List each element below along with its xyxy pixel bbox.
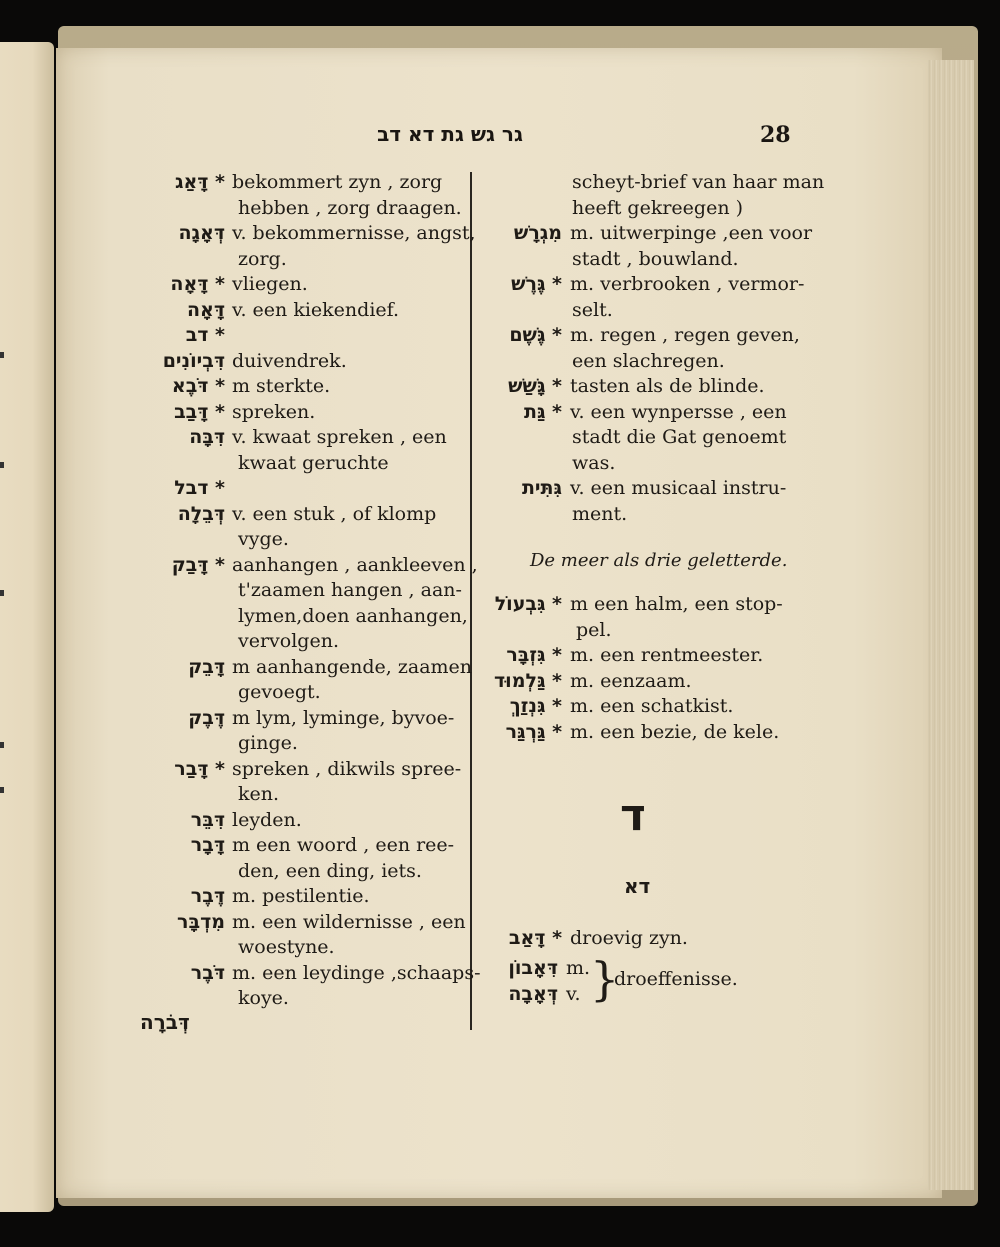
definition-continuation: kwaat geruchte	[238, 451, 389, 474]
catchword: דְּבֹרָה	[140, 1010, 190, 1034]
headword-hebrew: גִּתִּית	[521, 477, 562, 499]
headword-hebrew: מִדְבָּר	[177, 910, 225, 933]
definition-text: aanhangen , aankleeven ,	[232, 553, 478, 576]
definition-continuation: lymen,doen aanhangen,	[238, 604, 468, 627]
headword-hebrew: * גַּרְגַּר	[505, 720, 562, 743]
headword-hebrew: דֶּבֶק	[188, 706, 225, 729]
headword-hebrew: * דָּבַב	[174, 400, 225, 423]
page-number: 28	[760, 122, 791, 148]
definition-text: m. een schatkist.	[570, 695, 734, 717]
headword-hebrew: * גַּת	[523, 400, 562, 423]
brace-item-hebrew: דְּאָבָה	[508, 983, 558, 1005]
headword-hebrew: דָּאָה	[186, 298, 225, 321]
definition-text: m. pestilentie.	[232, 885, 370, 907]
definition-text: m. een wildernisse , een	[232, 910, 466, 933]
definition-continuation: ken.	[238, 783, 280, 805]
definition-continuation: een slachregen.	[572, 349, 725, 372]
headword-hebrew: * דָּאַב	[508, 927, 562, 949]
definition-text: m. verbrooken , vermor-	[570, 273, 805, 295]
headword-hebrew: דָּבָר	[190, 834, 225, 856]
definition-text: v. een stuk , of klomp	[232, 502, 437, 525]
headword-hebrew: * גֶּרֶשׁ	[511, 273, 562, 295]
definition-text: tasten als de blinde.	[570, 375, 765, 397]
headword-hebrew: * גֶּשֶׁם	[509, 324, 562, 346]
definition-text: m. regen , regen geven,	[570, 324, 800, 346]
headword-hebrew: דֹּבֶר	[190, 961, 225, 984]
definition-text: m. eenzaam.	[570, 669, 692, 692]
headword-hebrew: * גִּנְזַךְ	[509, 695, 562, 717]
curly-brace: }	[590, 952, 620, 1006]
definition-text: v. een kiekendief.	[232, 298, 400, 321]
definition-continuation: vyge.	[238, 528, 289, 550]
definition-continuation: vervolgen.	[238, 630, 339, 652]
definition-continuation: t'zaamen hangen , aan-	[238, 579, 462, 601]
definition-continuation: ginge.	[238, 732, 298, 754]
headword-hebrew: * דבל	[174, 477, 225, 499]
definition-text: droevig zyn.	[570, 927, 688, 949]
headword-hebrew: * דב	[185, 324, 225, 346]
definition-text: v. een wynpersse , een	[570, 400, 787, 423]
definition-continuation: hebben , zorg draagen.	[238, 196, 462, 219]
definition-continuation: stadt , bouwland.	[572, 247, 739, 270]
definition-text: m. een rentmeester.	[570, 644, 764, 666]
brace-item-hebrew: דִּאָבוֹן	[508, 957, 558, 979]
definition-text: bekommert zyn , zorg	[232, 171, 443, 193]
column-divider	[470, 172, 472, 1030]
headword-hebrew: דִּבֵּר	[190, 808, 225, 831]
definition-continuation: koye.	[238, 987, 289, 1009]
headword-hebrew: דִּבָּה	[189, 426, 225, 448]
definition-text: m een woord , een ree-	[232, 834, 455, 856]
definition-continuation: pel.	[576, 618, 612, 641]
headword-hebrew: * גָּשַׁשׁ	[508, 375, 562, 397]
definition-continuation: gevoegt.	[238, 681, 321, 703]
definition-text: v. kwaat spreken , een	[232, 426, 447, 448]
definition-text: spreken , dikwils spree-	[232, 757, 462, 780]
definition-continuation: den, een ding, iets.	[238, 859, 422, 882]
brace-item-2	[508, 982, 581, 1007]
definition-text: leyden.	[232, 808, 302, 831]
headword-hebrew: דְּאָגָה	[178, 222, 225, 244]
subsection-letter: דא	[624, 874, 651, 898]
definition-text: v. bekommernisse, angst,	[232, 222, 476, 244]
headword-hebrew: דֶּבֶר	[190, 885, 225, 907]
definition-text: m sterkte.	[232, 375, 331, 397]
definition-text: duivendrek.	[232, 349, 347, 372]
definition-text: m lym, lyminge, byvoe-	[232, 706, 455, 729]
definition-text: m. een leydinge ,schaaps-	[232, 961, 481, 984]
brace-item-gender: v.	[566, 983, 581, 1005]
headword-hebrew: * דָּבַק	[171, 553, 225, 576]
headword-hebrew: * דֹּבֶא	[171, 375, 225, 397]
headword-hebrew: מִגְרָשׁ	[513, 222, 562, 244]
headword-hebrew: * דָּאָה	[170, 273, 225, 295]
headword-hebrew: דְּבֵלָה	[177, 502, 225, 525]
definition-text: m. een bezie, de kele.	[570, 720, 780, 743]
left-page-edge	[0, 42, 54, 1212]
headword-hebrew: דָּבֵק	[188, 655, 225, 678]
headword-hebrew: * גִּבְעוֹל	[494, 593, 562, 615]
definition-continuation: heeft gekreegen )	[572, 196, 744, 219]
brace-meaning: droeffenisse.	[614, 968, 738, 990]
definition-text: m een halm, een stop-	[570, 593, 783, 615]
definition-continuation: stadt die Gat genoemt	[572, 426, 787, 448]
definition-continuation: was.	[572, 451, 616, 474]
section-heading: De meer als drie geletterde.	[530, 550, 788, 571]
definition-text: spreken.	[232, 400, 316, 423]
definition-text: m. uitwerpinge ,een voor	[570, 222, 813, 244]
headword-hebrew: * גִּזְבָּר	[506, 644, 562, 666]
headword-hebrew: * גַּלְמוּד	[494, 669, 562, 692]
definition-text: m aanhangende, zaamen	[232, 655, 473, 678]
section-letter: ד	[620, 790, 646, 841]
definition-continuation: ment.	[572, 502, 628, 525]
running-header: גר גש גת דא דב	[377, 122, 523, 146]
page-stack-edge	[928, 60, 974, 1190]
definition-continuation: scheyt-brief van haar man	[572, 171, 825, 193]
headword-hebrew: דִּבְיוֹנִים	[162, 349, 225, 372]
definition-text: v. een musicaal instru-	[570, 477, 787, 499]
headword-hebrew: * דָּבַר	[174, 757, 225, 780]
definition-continuation: woestyne.	[238, 936, 335, 958]
definition-continuation: selt.	[572, 298, 613, 321]
brace-item-1	[508, 956, 591, 981]
definition-text: vliegen.	[232, 273, 308, 295]
brace-item-gender: m.	[566, 957, 591, 979]
definition-continuation: zorg.	[238, 247, 287, 270]
headword-hebrew: * דָּאַג	[174, 171, 225, 193]
